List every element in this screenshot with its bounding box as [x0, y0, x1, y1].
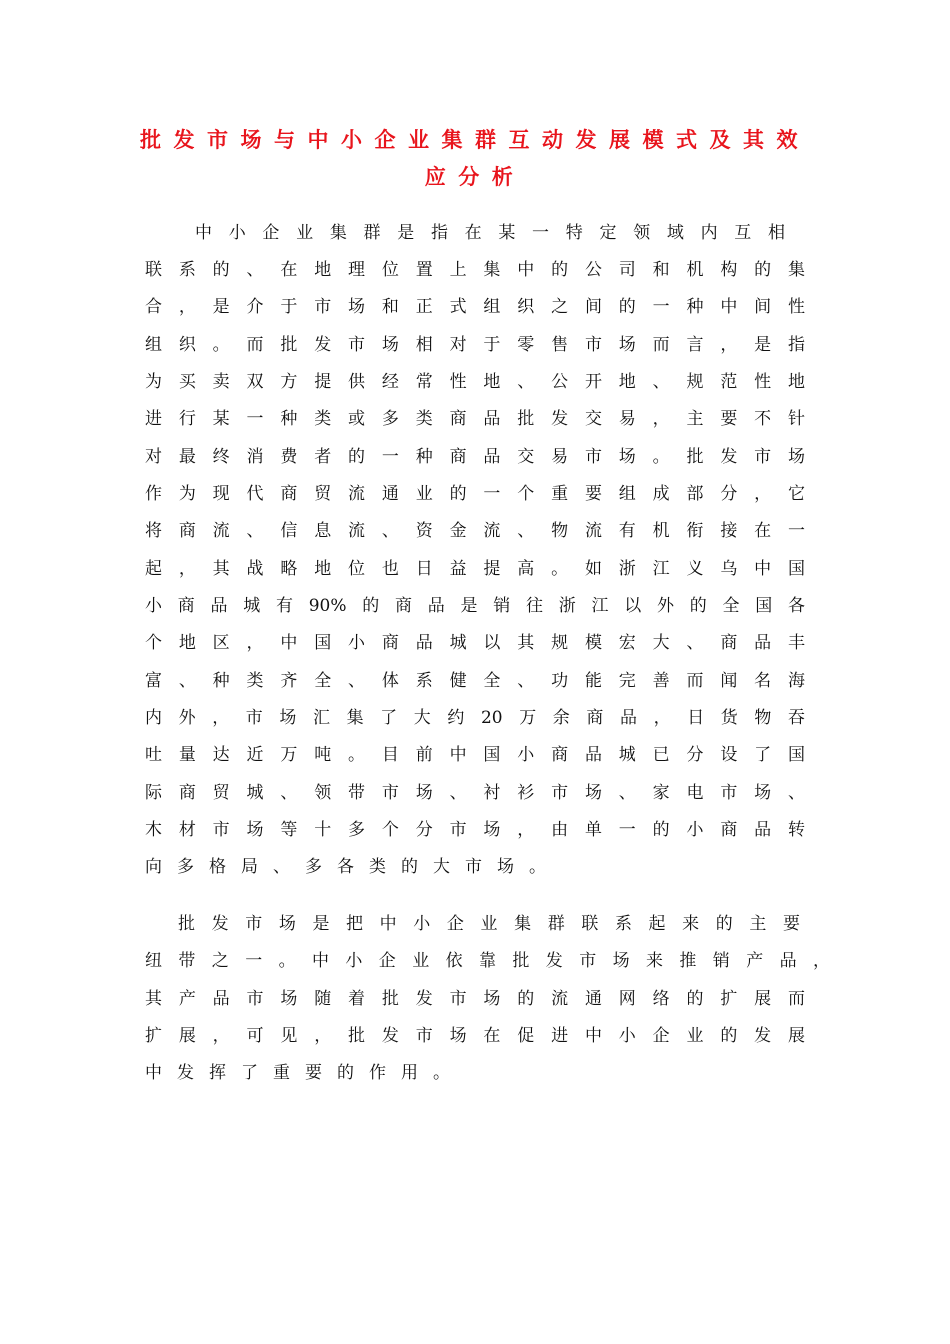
text-line: 合，是介于市场和正式组织之间的一种中间性 [145, 297, 805, 317]
document-title-line-1: 批发市场与中小企业集群互动发展模式及其效 [140, 127, 810, 152]
text-line: 中小企业集群是指在某一特定领域内互相 [195, 223, 785, 243]
text-line: 将商流、信息流、资金流、物流有机衔接在一 [145, 521, 805, 541]
text-line: 进行某一种类或多类商品批发交易，主要不针 [145, 409, 805, 429]
text-line: 际商贸城、领带市场、衬衫市场、家电市场、 [145, 783, 805, 803]
text-line: 向多格局、多各类的大市场。 [145, 857, 561, 877]
text-line: 起，其战略地位也日益提高。如浙江义乌中国 [145, 559, 805, 579]
text-line: 扩展，可见，批发市场在促进中小企业的发展 [145, 1026, 805, 1046]
text-line: 批发市场是把中小企业集群联系起来的主要 [178, 914, 800, 934]
text-line: 小商品城有90%的商品是销往浙江以外的全国各 [145, 596, 805, 616]
text-line: 内外，市场汇集了大约20万余商品，日货物吞 [145, 708, 805, 728]
text-line: 对最终消费者的一种商品交易市场。批发市场 [145, 447, 805, 467]
text-line: 为买卖双方提供经常性地、公开地、规范性地 [145, 372, 805, 392]
text-line: 中发挥了重要的作用。 [145, 1063, 465, 1083]
text-line: 个地区，中国小商品城以其规模宏大、商品丰 [145, 633, 805, 653]
text-line: 纽带之一。中小企业依靠批发市场来推销产品， [145, 951, 830, 971]
document-title-line-2: 应分析 [424, 164, 526, 189]
text-line: 吐量达近万吨。目前中国小商品城已分设了国 [145, 745, 805, 765]
text-line: 组织。而批发市场相对于零售市场而言，是指 [145, 335, 805, 355]
text-line: 作为现代商贸流通业的一个重要组成部分，它 [145, 484, 805, 504]
text-line: 联系的、在地理位置上集中的公司和机构的集 [145, 260, 805, 280]
text-line: 木材市场等十多个分市场，由单一的小商品转 [145, 820, 805, 840]
text-line: 其产品市场随着批发市场的流通网络的扩展而 [145, 989, 805, 1009]
text-line: 富、种类齐全、体系健全、功能完善而闻名海 [145, 671, 805, 691]
